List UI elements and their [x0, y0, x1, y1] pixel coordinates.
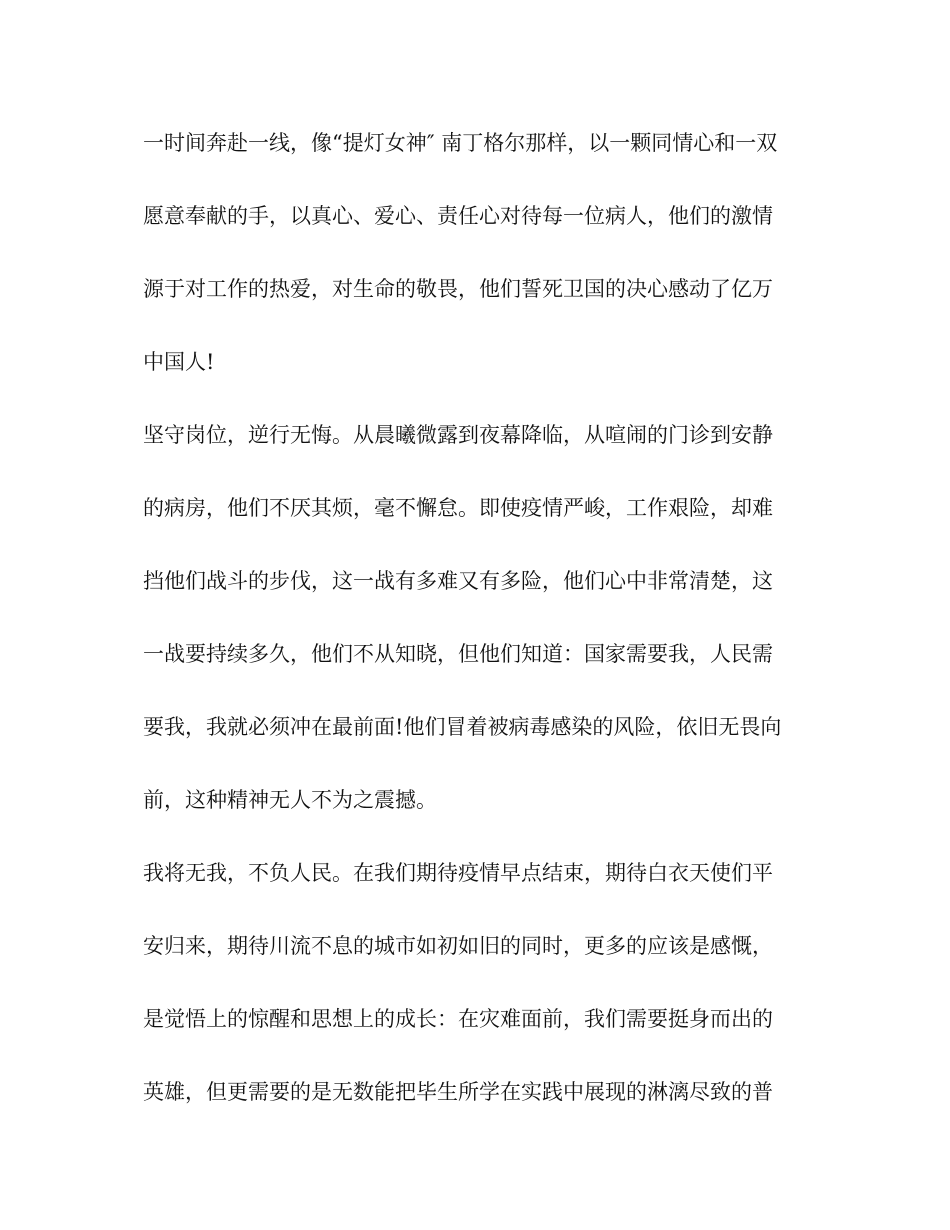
text-line: 挡他们战斗的步伐，这一战有多难又有多险，他们心中非常清楚，这: [143, 569, 773, 593]
text-line: 的病房，他们不厌其烦，毫不懈怠。即使疫情严峻，工作艰险，却难: [143, 496, 773, 520]
text-line: 坚守岗位，逆行无悔。从晨曦微露到夜幕降临，从喧闹的门诊到安静: [143, 423, 773, 447]
text-line: 中国人!: [143, 350, 215, 374]
text-line: 前，这种精神无人不为之震撼。: [143, 788, 437, 812]
text-line: 一战要持续多久，他们不从知晓，但他们知道：国家需要我，人民需: [143, 642, 773, 666]
text-line: 源于对工作的热爱，对生命的敬畏，他们誓死卫国的决心感动了亿万: [143, 277, 773, 301]
document-body: [143, 118, 823, 1140]
text-line: 安归来，期待川流不息的城市如初如旧的同时，更多的应该是感慨，: [143, 934, 773, 958]
text-line: 愿意奉献的手，以真心、爱心、责任心对待每一位病人，他们的激情: [143, 204, 773, 228]
text-line: 一时间奔赴一线，像“提灯女神″ 南丁格尔那样，以一颗同情心和一双: [143, 131, 778, 155]
text-line: 是觉悟上的惊醒和思想上的成长：在灾难面前，我们需要挺身而出的: [143, 1007, 773, 1031]
text-line: 英雄，但更需要的是无数能把毕生所学在实践中展现的淋漓尽致的普: [143, 1080, 773, 1104]
text-line: 我将无我，不负人民。在我们期待疫情早点结束，期待白衣天使们平: [143, 861, 773, 885]
text-line: 要我，我就必须冲在最前面!他们冒着被病毒感染的风险，依旧无畏向: [143, 715, 782, 739]
